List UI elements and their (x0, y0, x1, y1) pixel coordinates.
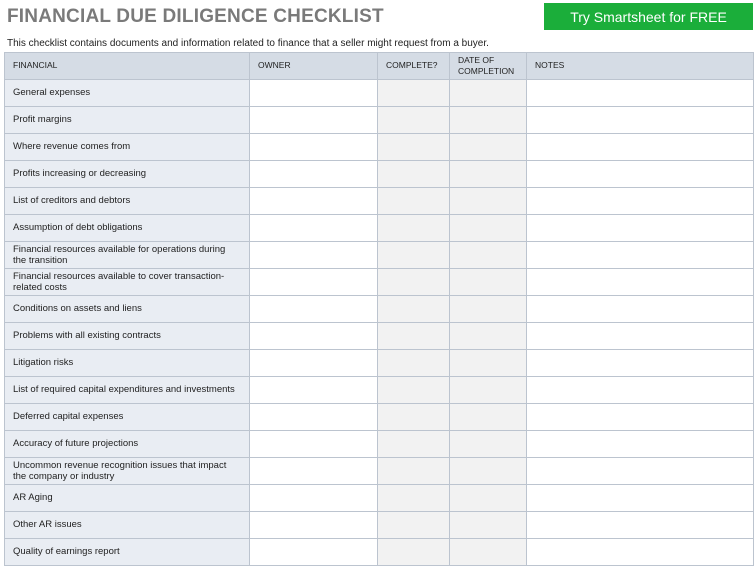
table-row (5, 485, 754, 512)
complete-cell[interactable] (378, 269, 450, 296)
date-of-completion-cell[interactable] (450, 107, 527, 134)
page-description: This checklist contains documents and information related to finance that a seller might request from a buyer. (7, 38, 489, 49)
date-of-completion-cell[interactable] (450, 431, 527, 458)
checklist-item-label: Litigation risks (5, 350, 250, 377)
checklist-item-label: Financial resources available for operations during the transition (5, 242, 250, 269)
table-row (5, 539, 754, 566)
owner-cell[interactable] (250, 188, 378, 215)
table-row (5, 134, 754, 161)
owner-cell[interactable] (250, 161, 378, 188)
complete-cell[interactable] (378, 242, 450, 269)
table-header-row (5, 53, 754, 80)
column-header-owner: OWNER (250, 53, 378, 80)
date-of-completion-cell[interactable] (450, 404, 527, 431)
notes-cell[interactable] (527, 215, 754, 242)
table-row (5, 242, 754, 269)
complete-cell[interactable] (378, 323, 450, 350)
date-of-completion-cell[interactable] (450, 161, 527, 188)
date-of-completion-cell[interactable] (450, 80, 527, 107)
checklist-item-label: Profits increasing or decreasing (5, 161, 250, 188)
table-row (5, 404, 754, 431)
owner-cell[interactable] (250, 215, 378, 242)
checklist-item-label: General expenses (5, 80, 250, 107)
notes-cell[interactable] (527, 80, 754, 107)
date-of-completion-cell[interactable] (450, 485, 527, 512)
try-smartsheet-button[interactable]: Try Smartsheet for FREE (544, 3, 753, 30)
date-of-completion-cell[interactable] (450, 188, 527, 215)
date-of-completion-cell[interactable] (450, 323, 527, 350)
checklist-item-label: List of required capital expenditures and investments (5, 377, 250, 404)
table-row (5, 458, 754, 485)
checklist-item-label: Where revenue comes from (5, 134, 250, 161)
checklist-item-label: Other AR issues (5, 512, 250, 539)
complete-cell[interactable] (378, 134, 450, 161)
table-row (5, 296, 754, 323)
checklist-table (4, 52, 754, 566)
date-of-completion-cell[interactable] (450, 134, 527, 161)
notes-cell[interactable] (527, 188, 754, 215)
notes-cell[interactable] (527, 377, 754, 404)
owner-cell[interactable] (250, 80, 378, 107)
owner-cell[interactable] (250, 134, 378, 161)
table-row (5, 161, 754, 188)
date-of-completion-cell[interactable] (450, 458, 527, 485)
complete-cell[interactable] (378, 80, 450, 107)
date-of-completion-cell[interactable] (450, 269, 527, 296)
complete-cell[interactable] (378, 539, 450, 566)
notes-cell[interactable] (527, 485, 754, 512)
checklist-item-label: Profit margins (5, 107, 250, 134)
owner-cell[interactable] (250, 296, 378, 323)
checklist-item-label: Conditions on assets and liens (5, 296, 250, 323)
notes-cell[interactable] (527, 404, 754, 431)
table-row (5, 80, 754, 107)
date-of-completion-cell[interactable] (450, 215, 527, 242)
complete-cell[interactable] (378, 431, 450, 458)
owner-cell[interactable] (250, 269, 378, 296)
notes-cell[interactable] (527, 458, 754, 485)
checklist-item-label: Accuracy of future projections (5, 431, 250, 458)
checklist-item-label: Deferred capital expenses (5, 404, 250, 431)
date-of-completion-cell[interactable] (450, 296, 527, 323)
table-row (5, 188, 754, 215)
owner-cell[interactable] (250, 539, 378, 566)
complete-cell[interactable] (378, 350, 450, 377)
column-header-notes: NOTES (527, 53, 754, 80)
owner-cell[interactable] (250, 323, 378, 350)
notes-cell[interactable] (527, 431, 754, 458)
column-header-date-of-completion: DATE OF COMPLETION (450, 53, 527, 80)
notes-cell[interactable] (527, 539, 754, 566)
complete-cell[interactable] (378, 512, 450, 539)
owner-cell[interactable] (250, 377, 378, 404)
checklist-item-label: Quality of earnings report (5, 539, 250, 566)
notes-cell[interactable] (527, 242, 754, 269)
notes-cell[interactable] (527, 350, 754, 377)
owner-cell[interactable] (250, 404, 378, 431)
date-of-completion-cell[interactable] (450, 539, 527, 566)
date-of-completion-cell[interactable] (450, 350, 527, 377)
checklist-item-label: AR Aging (5, 485, 250, 512)
table-row (5, 431, 754, 458)
complete-cell[interactable] (378, 458, 450, 485)
table-row (5, 269, 754, 296)
complete-cell[interactable] (378, 215, 450, 242)
notes-cell[interactable] (527, 296, 754, 323)
notes-cell[interactable] (527, 161, 754, 188)
complete-cell[interactable] (378, 296, 450, 323)
notes-cell[interactable] (527, 269, 754, 296)
notes-cell[interactable] (527, 134, 754, 161)
complete-cell[interactable] (378, 188, 450, 215)
table-row (5, 512, 754, 539)
checklist-item-label: List of creditors and debtors (5, 188, 250, 215)
table-row (5, 323, 754, 350)
table-row (5, 350, 754, 377)
checklist-item-label: Problems with all existing contracts (5, 323, 250, 350)
checklist-item-label: Assumption of debt obligations (5, 215, 250, 242)
notes-cell[interactable] (527, 512, 754, 539)
complete-cell[interactable] (378, 107, 450, 134)
checklist-item-label: Uncommon revenue recognition issues that impact the company or industry (5, 458, 250, 485)
owner-cell[interactable] (250, 458, 378, 485)
complete-cell[interactable] (378, 485, 450, 512)
checklist-item-label: Financial resources available to cover transaction-related costs (5, 269, 250, 296)
owner-cell[interactable] (250, 242, 378, 269)
complete-cell[interactable] (378, 404, 450, 431)
date-of-completion-cell[interactable] (450, 512, 527, 539)
column-header-complete: COMPLETE? (378, 53, 450, 80)
owner-cell[interactable] (250, 431, 378, 458)
complete-cell[interactable] (378, 377, 450, 404)
complete-cell[interactable] (378, 161, 450, 188)
date-of-completion-cell[interactable] (450, 242, 527, 269)
owner-cell[interactable] (250, 350, 378, 377)
page-title: FINANCIAL DUE DILIGENCE CHECKLIST (7, 6, 384, 27)
table-row (5, 107, 754, 134)
notes-cell[interactable] (527, 107, 754, 134)
table-row (5, 377, 754, 404)
column-header-financial: FINANCIAL (5, 53, 250, 80)
date-of-completion-cell[interactable] (450, 377, 527, 404)
table-row (5, 215, 754, 242)
notes-cell[interactable] (527, 323, 754, 350)
owner-cell[interactable] (250, 485, 378, 512)
owner-cell[interactable] (250, 512, 378, 539)
owner-cell[interactable] (250, 107, 378, 134)
